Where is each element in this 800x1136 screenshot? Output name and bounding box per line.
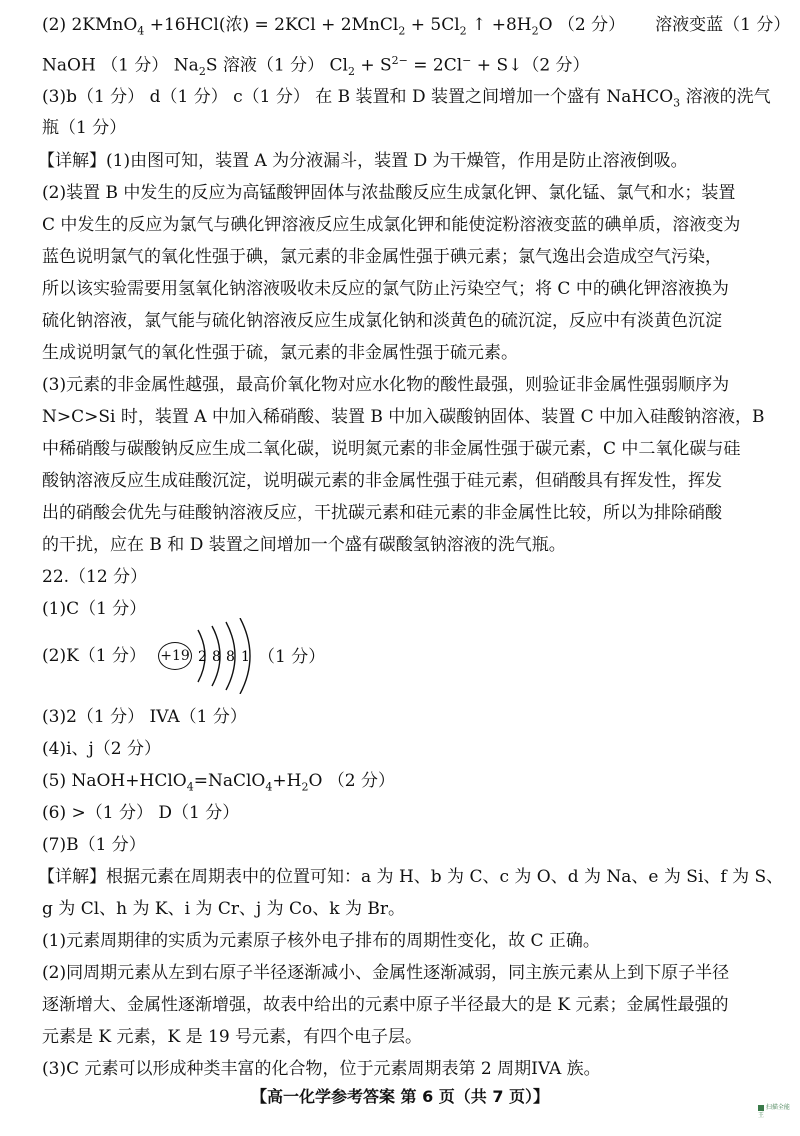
- equation-text: + 5Cl: [405, 15, 460, 35]
- explanation-line: 元素是 K 元素，K 是 19 号元素，有四个电子层。: [42, 1027, 423, 1047]
- explanation-line: 所以该实验需要用氢氧化钠溶液吸收未反应的氯气防止污染空气；将 C 中的碘化钾溶液换为: [42, 279, 729, 299]
- page-footer: 【高一化学参考答案 第 6 页（共 7 页）】: [250, 1087, 550, 1106]
- explanation-line: 【详解】根据元素在周期表中的位置可知：a 为 H、b 为 C、c 为 O、d 为 Na、e 为 Si、f 为 S、: [38, 867, 784, 887]
- explanation-line: g 为 Cl、h 为 K、i 为 Cr、j 为 Co、k 为 Br。: [42, 899, 406, 919]
- explanation-line: 出的硝酸会优先与硅酸钠溶液反应，干扰碳元素和硅元素的非金属性比较，所以为排除硝酸: [42, 503, 722, 523]
- shell-electrons-3: 8: [226, 649, 235, 665]
- explanation-line: 硫化钠溶液，氯气能与硫化钠溶液反应生成氯化钠和淡黄色的硫沉淀，反应中有淡黄色沉淀: [42, 311, 722, 331]
- answer-text: 溶液的洗气: [680, 87, 771, 107]
- explanation-line: 逐渐增大、金属性逐渐增强，故表中给出的元素中原子半径最大的是 K 元素；金属性最强的: [42, 995, 729, 1015]
- scanner-logo: [758, 1104, 794, 1120]
- equation-text: (5) NaOH+HClO: [42, 771, 187, 791]
- answer-line-1: [42, 10, 791, 40]
- equation-text: = 2Cl: [407, 55, 463, 76]
- equation-text: +16HCl(浓) = 2KCl + 2MnCl: [144, 15, 399, 35]
- equation-text: +H: [272, 771, 302, 791]
- explanation-line: 酸钠溶液反应生成硅酸沉淀，说明碳元素的非金属性强于硅元素，但硝酸具有挥发性，挥发: [42, 471, 722, 491]
- explanation-line: 的干扰，应在 B 和 D 装置之间增加一个盛有碳酸氢钠溶液的洗气瓶。: [42, 535, 566, 555]
- question-heading: 22.（12 分）: [42, 567, 148, 587]
- explanation-line: 蓝色说明氯气的氧化性强于碘，氯元素的非金属性强于碘元素；氯气逸出会造成空气污染，: [42, 247, 722, 267]
- answer-text: 溶液变蓝（1 分）: [655, 15, 791, 35]
- shell-electrons-2: 8: [212, 649, 221, 665]
- answer-text: (3)b（1 分） d（1 分） c（1 分） 在 B 装置和 D 装置之间增加一个盛有 NaHCO: [42, 87, 674, 107]
- subscript: 2: [398, 24, 406, 38]
- explanation-line: (1)元素周期律的实质为元素原子核外电子排布的周期性变化，故 C 正确。: [42, 931, 600, 951]
- superscript: 2−: [391, 54, 408, 67]
- answer-line-equation: [42, 766, 778, 796]
- explanation-line: 生成说明氯气的氧化性强于硫，氯元素的非金属性强于硫元素。: [42, 343, 518, 363]
- equation-text: + S: [354, 55, 392, 76]
- scanner-logo-icon: [758, 1105, 764, 1111]
- answer-line: (7)B（1 分）: [42, 835, 146, 855]
- subscript: 2: [531, 24, 539, 38]
- explanation-line: C 中发生的反应为氯气与碘化钾溶液反应生成氯化钾和能使淀粉溶液变蓝的碘单质，溶液变为: [42, 215, 741, 235]
- answer-text: NaOH （1 分） Na: [42, 55, 199, 76]
- scanner-logo-text: 扫描全能王: [758, 1104, 790, 1119]
- answer-line: (4)i、j（2 分）: [42, 739, 162, 759]
- answer-text: S 溶液（1 分） Cl: [205, 55, 348, 76]
- answer-line-4: 瓶（1 分）: [42, 118, 127, 138]
- shell-electrons-4: 1: [241, 649, 250, 665]
- subscript: 2: [459, 24, 467, 38]
- shell-electrons-1: 2: [198, 649, 207, 665]
- subscript: 2: [198, 65, 206, 79]
- subscript: 4: [265, 780, 273, 794]
- answer-line: (3)2（1 分） IVA（1 分）: [42, 707, 247, 727]
- subscript: 4: [137, 24, 145, 38]
- equation-text: (2) 2KMnO: [42, 15, 138, 35]
- explanation-line: N>C>Si 时，装置 A 中加入稀硝酸、装置 B 中加入碳酸钠固体、装置 C 中加入硅酸钠溶液，B: [42, 407, 765, 427]
- nucleus-circle: +19: [158, 642, 192, 670]
- equation-text: =NaClO: [193, 771, 266, 791]
- answer-line: (1)C（1 分）: [42, 599, 147, 619]
- equation-text: O （2 分）: [538, 15, 626, 35]
- equation-text: + S↓（2 分）: [471, 55, 590, 76]
- explanation-line: 中稀硝酸与碳酸钠反应生成二氧化碳，说明氮元素的非金属性强于碳元素，C 中二氧化碳与硅: [42, 439, 741, 459]
- explanation-line: (3)元素的非金属性越强，最高价氧化物对应水化物的酸性最强，则验证非金属性强弱顺序为: [42, 375, 730, 395]
- explanation-line: (2)装置 B 中发生的反应为高锰酸钾固体与浓盐酸反应生成氯化钾、氯化锰、氯气和水；装置: [42, 183, 736, 203]
- score-text: （1 分）: [258, 647, 326, 667]
- explanation-line: 【详解】(1)由图可知，装置 A 为分液漏斗，装置 D 为干燥管，作用是防止溶液倒吸。: [38, 151, 688, 171]
- equation-text: O （2 分）: [308, 771, 395, 791]
- answer-line-k: [42, 641, 778, 671]
- subscript: 2: [347, 65, 355, 79]
- explanation-line: (2)同周期元素从左到右原子半径逐渐减小、金属性逐渐减弱，同主族元素从上到下原子半径: [42, 963, 730, 983]
- explanation-line: (3)C 元素可以形成种类丰富的化合物，位于元素周期表第 2 周期IVA 族。: [42, 1059, 601, 1079]
- subscript: 2: [301, 780, 309, 794]
- answer-line-3: [42, 82, 778, 112]
- equation-text: ↑ +8H: [466, 15, 532, 35]
- atom-structure-diagram: [158, 618, 326, 694]
- subscript: 3: [673, 96, 681, 110]
- answer-line: (6) >（1 分） D（1 分）: [42, 803, 240, 823]
- subscript: 4: [186, 780, 194, 794]
- answer-text: (2)K（1 分）: [42, 646, 147, 666]
- answer-line-2: [42, 46, 778, 79]
- superscript: −: [462, 54, 472, 67]
